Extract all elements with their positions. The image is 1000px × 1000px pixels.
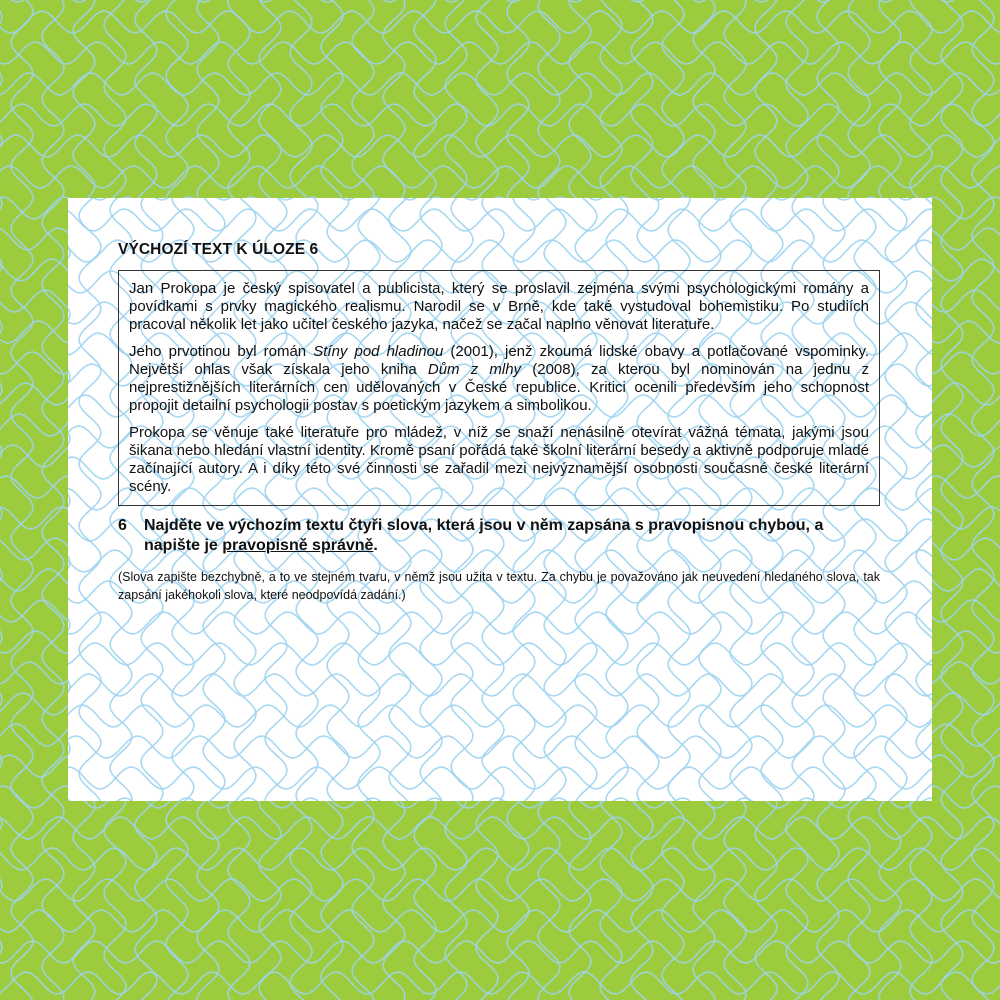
book-title: Stíny pod hladinou [313,343,444,360]
wave-line [0,817,1000,839]
source-paragraph-3 [129,424,869,496]
task-text-end: . [373,537,378,554]
wave-line [68,643,932,665]
wave-line [0,972,1000,994]
wave-line [0,73,1000,95]
wave-line [68,767,932,789]
task-text-main: Najděte ve výchozím textu čtyři slova, která jsou v něm zapsána s pravopisnou chybou, a napište je [144,517,824,554]
paragraph-text: Jeho prvotinou byl román [129,343,314,360]
wave-line [0,135,1000,157]
wave-line [68,705,932,727]
source-paragraph-1 [129,280,869,334]
wave-line [941,0,963,1000]
paragraph-text: (2001), jenž zkoumá lidské obavy a potlačované vspominky. Největší ohlas však získala jeho kniha [129,343,869,378]
wave-line [68,198,932,200]
wave-line [0,104,1000,126]
paragraph-text: Jan Prokopa je český spisovatel a publicista, který se proslavil zejména svými psychologickými romány a povídkami s prvky magického realismu. Narodil se v Brně, kde také vystudoval bohemistiku. Po studiích pracoval několik let jako učitel českého jazyka, načež se začal naplno věnovat literatuře. [129,280,869,333]
source-text-box [118,270,880,506]
source-paragraph-2 [129,343,869,415]
task-text [144,516,880,556]
wave-line [11,0,33,1000]
wave-line [0,0,2,1000]
sheet-content [118,241,880,604]
task-question [118,516,880,556]
section-heading: VÝCHOZÍ TEXT K ÚLOZE 6 [118,241,319,258]
wave-line [68,209,932,231]
wave-line [0,11,1000,33]
wave-line [0,879,1000,901]
wave-line [916,198,932,801]
wave-line [0,910,1000,932]
task-number: 6 [118,517,127,534]
wave-line [0,42,1000,64]
task-underlined-text: pravopisně správně [222,537,374,554]
book-title: Dům z mlhy [427,361,522,378]
paragraph-text: Prokopa se věnuje také literatuře pro mládež, v níž se snaží nenásilně otevírat vážná témata, jakými jsou šikana nebo hledání vlastní identity. Kromě psaní pořádá také školní literární besedy a aktivně podporuje mladé začínající autory. A i díky této své činnosti se zařadil mezi nejvýznamější osobnosti současné české literární scény. [129,424,869,495]
task-note: (Slova zapište bezchybně, a to ve stejném tvaru, v němž jsou užita v textu. Za chybu je považováno jak neuvedení hledaného slova, tak zapsání jakéhokoli slova, které neodpovídá zadání.) [118,570,880,602]
wave-line [42,0,64,1000]
wave-line [68,198,70,801]
wave-line [0,941,1000,963]
paragraph-text: (2008), za kterou byl nominován na jednu z nejprestižnějších literárních cen udělovaných v České republice. Kritici ocenili především jeho schopnost propojit detailní psychologii postav s poetickým jazykem a simbolikou. [129,361,869,414]
wave-line [0,848,1000,870]
wave-line [0,166,1000,188]
exam-sheet [68,198,932,801]
